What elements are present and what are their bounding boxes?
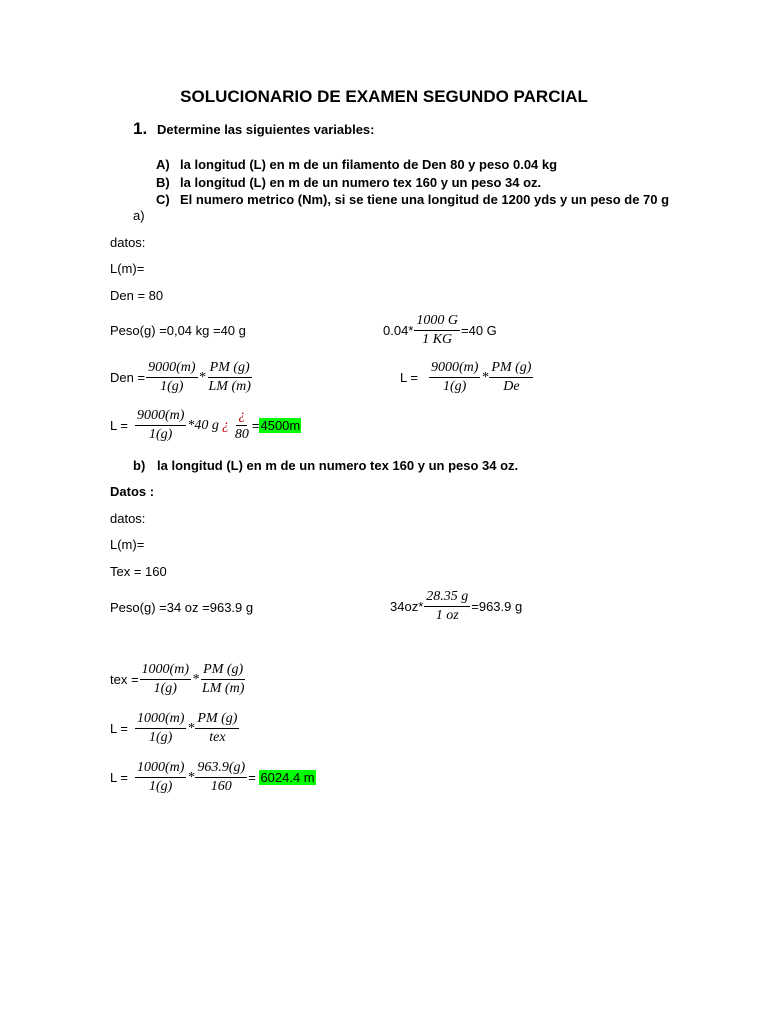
conv-prefix: 34oz* (390, 599, 424, 614)
den-value: Den = 80 (110, 288, 164, 303)
fraction-den: tex (209, 730, 226, 745)
datos-label: datos: (110, 235, 146, 250)
fraction-den: LM (m) (201, 681, 245, 696)
formula-prefix: L = (110, 721, 128, 736)
length-formula-b (110, 711, 240, 746)
fraction-num: 1000(m) (140, 662, 191, 680)
conv-suffix: =40 G (461, 323, 497, 338)
fraction-2 (195, 711, 239, 746)
item-text-c: El numero metrico (Nm), si se tiene una longitud de 1200 yds y un peso de 70 g (180, 192, 670, 207)
fraction-num: PM (g) (195, 711, 239, 729)
conversion-a (383, 313, 497, 348)
part-b-label: b) (133, 458, 146, 473)
conv-fraction (424, 589, 470, 624)
question-prompt: Determine las siguientes variables: (157, 122, 375, 137)
fraction-num: 1000(m) (135, 760, 186, 778)
formula-prefix: tex = (110, 672, 139, 687)
fraction-den: 160 (210, 779, 232, 794)
item-label-a: A) (156, 157, 170, 172)
fraction-den: De (503, 379, 520, 394)
question-number: 1. (133, 119, 148, 138)
fraction-1 (429, 360, 480, 395)
result-highlight: 6024.4 m (260, 770, 315, 785)
den-formula (110, 360, 254, 395)
formula-prefix: L = (400, 370, 418, 385)
fraction-num: 1000(m) (135, 711, 186, 729)
page-title: SOLUCIONARIO DE EXAMEN SEGUNDO PARCIAL (180, 87, 588, 106)
fraction-den: 1(g) (149, 730, 173, 745)
conv-num: 1000 G (414, 313, 460, 331)
fraction-num: ¿ (236, 408, 247, 426)
equals-sign: = (248, 770, 260, 785)
fraction-den: 1(g) (160, 379, 184, 394)
conv-den: 1 oz (435, 608, 459, 623)
part-b-heading: la longitud (L) en m de un numero tex 160 y un peso 34 oz. (157, 458, 519, 473)
part-a-label: a) (133, 208, 145, 223)
operator: * (198, 369, 206, 385)
fraction-1 (135, 408, 186, 443)
operator: * (187, 720, 195, 736)
operator: * (191, 671, 199, 687)
conv-suffix: =963.9 g (471, 599, 523, 614)
fraction-den: 1(g) (149, 427, 173, 442)
fraction-den: 80 (234, 427, 249, 442)
fraction-num: PM (g) (201, 662, 245, 680)
datos-heading: Datos : (110, 484, 155, 499)
conversion-b (390, 589, 522, 624)
item-label-c: C) (156, 192, 170, 207)
operator: * (187, 769, 195, 785)
fraction-2 (233, 408, 251, 443)
fraction-2 (489, 360, 533, 395)
fraction-den: 1(g) (443, 379, 467, 394)
conv-den: 1 KG (422, 332, 453, 347)
inverted-question-mark: ¿ (221, 417, 229, 433)
fraction-num: 9000(m) (146, 360, 197, 378)
fraction-num: 9000(m) (429, 360, 480, 378)
operator: * (481, 369, 489, 385)
fraction-num: PM (g) (208, 360, 252, 378)
equals-sign: = (251, 418, 260, 433)
item-text-b: la longitud (L) en m de un numero tex 160 y un peso 34 oz. (180, 175, 542, 190)
fraction-den: LM (m) (208, 379, 251, 394)
fraction-1 (140, 662, 191, 697)
tex-formula (110, 662, 247, 697)
fraction-num: 963.9(g) (195, 760, 247, 778)
fraction-1 (146, 360, 197, 395)
conv-num: 28.35 g (424, 589, 470, 607)
fraction-2 (207, 360, 253, 395)
length-calc-b (110, 760, 316, 795)
calc-prefix: L = (110, 418, 128, 433)
item-label-b: B) (156, 175, 170, 190)
calc-prefix: L = (110, 770, 128, 785)
fraction-2 (200, 662, 246, 697)
length-calc-a (110, 408, 301, 443)
fraction-den: 1(g) (153, 681, 177, 696)
item-text-a: la longitud (L) en m de un filamento de Den 80 y peso 0.04 kg (180, 157, 558, 172)
formula-prefix: Den = (110, 370, 146, 385)
fraction-den: 1(g) (149, 779, 173, 794)
result-highlight: 4500m (260, 418, 301, 433)
datos-label: datos: (110, 511, 146, 526)
tex-value: Tex = 160 (110, 564, 167, 579)
fraction-1 (135, 760, 186, 795)
length-label: L(m)= (110, 261, 145, 276)
length-formula-a (400, 360, 534, 395)
length-label: L(m)= (110, 537, 145, 552)
fraction-num: 9000(m) (135, 408, 186, 426)
peso-value: Peso(g) =34 oz =963.9 g (110, 600, 254, 615)
conv-fraction (414, 313, 460, 348)
calc-mid: *40 g (187, 417, 219, 433)
fraction-2 (195, 760, 247, 795)
peso-value: Peso(g) =0,04 kg =40 g (110, 323, 246, 338)
conv-prefix: 0.04* (383, 323, 414, 338)
fraction-1 (135, 711, 186, 746)
fraction-num: PM (g) (489, 360, 533, 378)
